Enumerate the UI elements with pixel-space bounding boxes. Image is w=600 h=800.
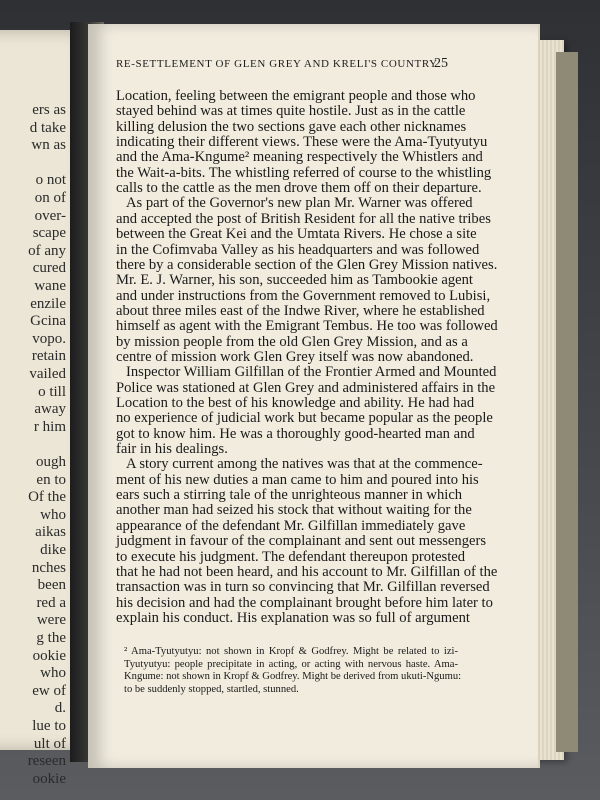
text-line: Police was stationed at Glen Grey and administered affairs in the: [116, 379, 496, 396]
left-page-fragment: wn as: [31, 137, 66, 154]
left-page-fragment: were: [36, 612, 66, 629]
text-line: killing delusion the two sections gave each other nicknames: [116, 118, 467, 135]
left-page-fragment: ough: [36, 454, 66, 470]
left-page-fragment: red a: [36, 594, 66, 611]
left-page-fragment: wane: [34, 278, 66, 294]
left-page-fragment: scape: [32, 225, 66, 242]
page-number: 25: [434, 56, 448, 71]
text-line: that he had not been heard, and his account to Mr. Gilfillan of the: [116, 563, 498, 580]
text-line: transaction was in turn so convincing that Mr. Gilfillan reversed: [116, 579, 490, 596]
left-page-fragment: ers as: [32, 102, 66, 118]
left-page-fragment: away: [34, 401, 66, 418]
text-line: Location to the best of his knowledge and ability. He had had: [116, 395, 475, 411]
text-line: in the Cofimvaba Valley as his headquarters and was followed: [116, 241, 480, 258]
left-page-fragment: vopo.: [32, 330, 66, 347]
footnote-line: Kngume: not shown in Kropf & Godfrey. Might be derived from ukuti-Ngumu:: [124, 671, 462, 682]
left-page-fragment: d take: [29, 119, 66, 136]
text-line: As part of the Governor's new plan Mr. Warner was offered: [126, 195, 473, 212]
text-line: A story current among the natives was that at the commence-: [126, 456, 483, 473]
left-page-fragment: retain: [31, 348, 66, 365]
text-line: and under instructions from the Government removed to Lubisi,: [116, 287, 491, 304]
left-page-fragment: Of the: [28, 489, 66, 506]
left-page-fragment: aikas: [35, 524, 66, 541]
left-page-fragment: d.: [54, 700, 66, 717]
text-line: explain his conduct. His explanation was so full of argument: [116, 609, 470, 626]
left-page-fragment: reseen: [27, 753, 66, 770]
text-line: and accepted the post of British Resident for all the native tribes: [116, 210, 491, 227]
left-page-fragment: who: [40, 506, 66, 523]
text-line: ment of his new duties a man came to him and poured into his: [116, 471, 479, 488]
running-head: RE-SETTLEMENT OF GLEN GREY AND KRELI'S COUNTRY: [116, 58, 438, 70]
text-line: no experience of judicial work but became popular as the people: [116, 410, 493, 427]
text-line: got to know him. He was a thoroughly good-hearted man and: [116, 425, 475, 442]
text-line: there by a considerable section of the Glen Grey Mission natives.: [116, 256, 498, 273]
text-line: his decision and had the complainant brought before him later to: [116, 594, 493, 611]
left-page-fragment: dike: [40, 542, 66, 558]
text-line: fair in his dealings.: [116, 441, 228, 458]
left-page-fragment: ew of: [32, 682, 66, 699]
text-line: calls to the cattle as the men drove them off on their departure.: [116, 180, 482, 197]
footnote-line: to be suddenly stopped, startled, stunned.: [124, 683, 299, 695]
left-page-fragment: r him: [33, 418, 66, 435]
text-line: Mr. E. J. Warner, his son, succeeded him as Tambookie agent: [116, 272, 473, 289]
footnote-line: ² Ama-Tyutyutyu: not shown in Kropf & Godfrey. Might be related to izi-: [124, 646, 458, 657]
left-page-fragment: g the: [36, 630, 66, 646]
text-line: stayed behind was at times quite hostile. Just as in the cattle: [116, 103, 466, 120]
left-page-fragment: Gcina: [30, 313, 66, 330]
text-line: centre of mission work Glen Grey itself was now abandoned.: [116, 348, 474, 365]
text-line: about three miles east of the Indwe River, where he established: [116, 302, 485, 319]
text-line: and the Ama-Kngume² meaning respectively the Whistlers and: [116, 149, 483, 166]
footnote-line: Tyutyutyu: people precipitate in acting, or acting with nervous haste. Ama-: [124, 658, 458, 670]
text-line: another man had seized his stock that without waiting for the: [116, 502, 472, 519]
left-page-fragment: ookie: [32, 770, 66, 787]
left-page-fragment: ookie: [32, 647, 66, 664]
text-line: ears such a stirring tale of the unrighteous manner in which: [116, 487, 463, 504]
left-page-fragment: been: [37, 577, 66, 594]
left-page-fragment: nches: [31, 559, 66, 576]
left-page-fragment: who: [40, 665, 66, 682]
left-page-fragment: en to: [36, 471, 66, 488]
left-page-fragment: vailed: [29, 366, 66, 382]
text-line: between the Great Kei and the Umtata Rivers. He chose a site: [116, 226, 477, 243]
left-page-fragment: enzile: [30, 295, 66, 312]
left-page-fragment: o not: [35, 172, 66, 189]
text-line: judgment in favour of the complainant and sent out messengers: [116, 533, 487, 550]
left-page-fragment: cured: [32, 260, 66, 277]
text-line: indicating their different views. These were the Ama-Tyutyutyu: [116, 134, 488, 151]
left-page-fragment: ult of: [33, 735, 66, 752]
left-page-fragment: lue to: [32, 718, 66, 734]
text-line: himself as agent with the Emigrant Tembus. He too was followed: [116, 318, 498, 335]
left-page-fragment: over-: [34, 207, 66, 224]
book-cover-edge: [556, 52, 578, 752]
left-page-fragment: o till: [38, 383, 66, 400]
text-line: by mission people from the old Glen Grey Mission, and as a: [116, 333, 468, 350]
text-line: to execute his judgment. The defendant thereupon protested: [116, 548, 466, 565]
text-line: the Wait-a-bits. The whistling referred of course to the whistling: [116, 164, 492, 181]
left-page-fragment: of any: [28, 242, 66, 259]
left-page-fragment: on of: [34, 190, 66, 206]
text-line: Inspector William Gilfillan of the Frontier Armed and Mounted: [126, 364, 497, 381]
text-line: Location, feeling between the emigrant people and those who: [116, 88, 476, 104]
text-line: appearance of the defendant Mr. Gilfillan immediately gave: [116, 517, 466, 534]
